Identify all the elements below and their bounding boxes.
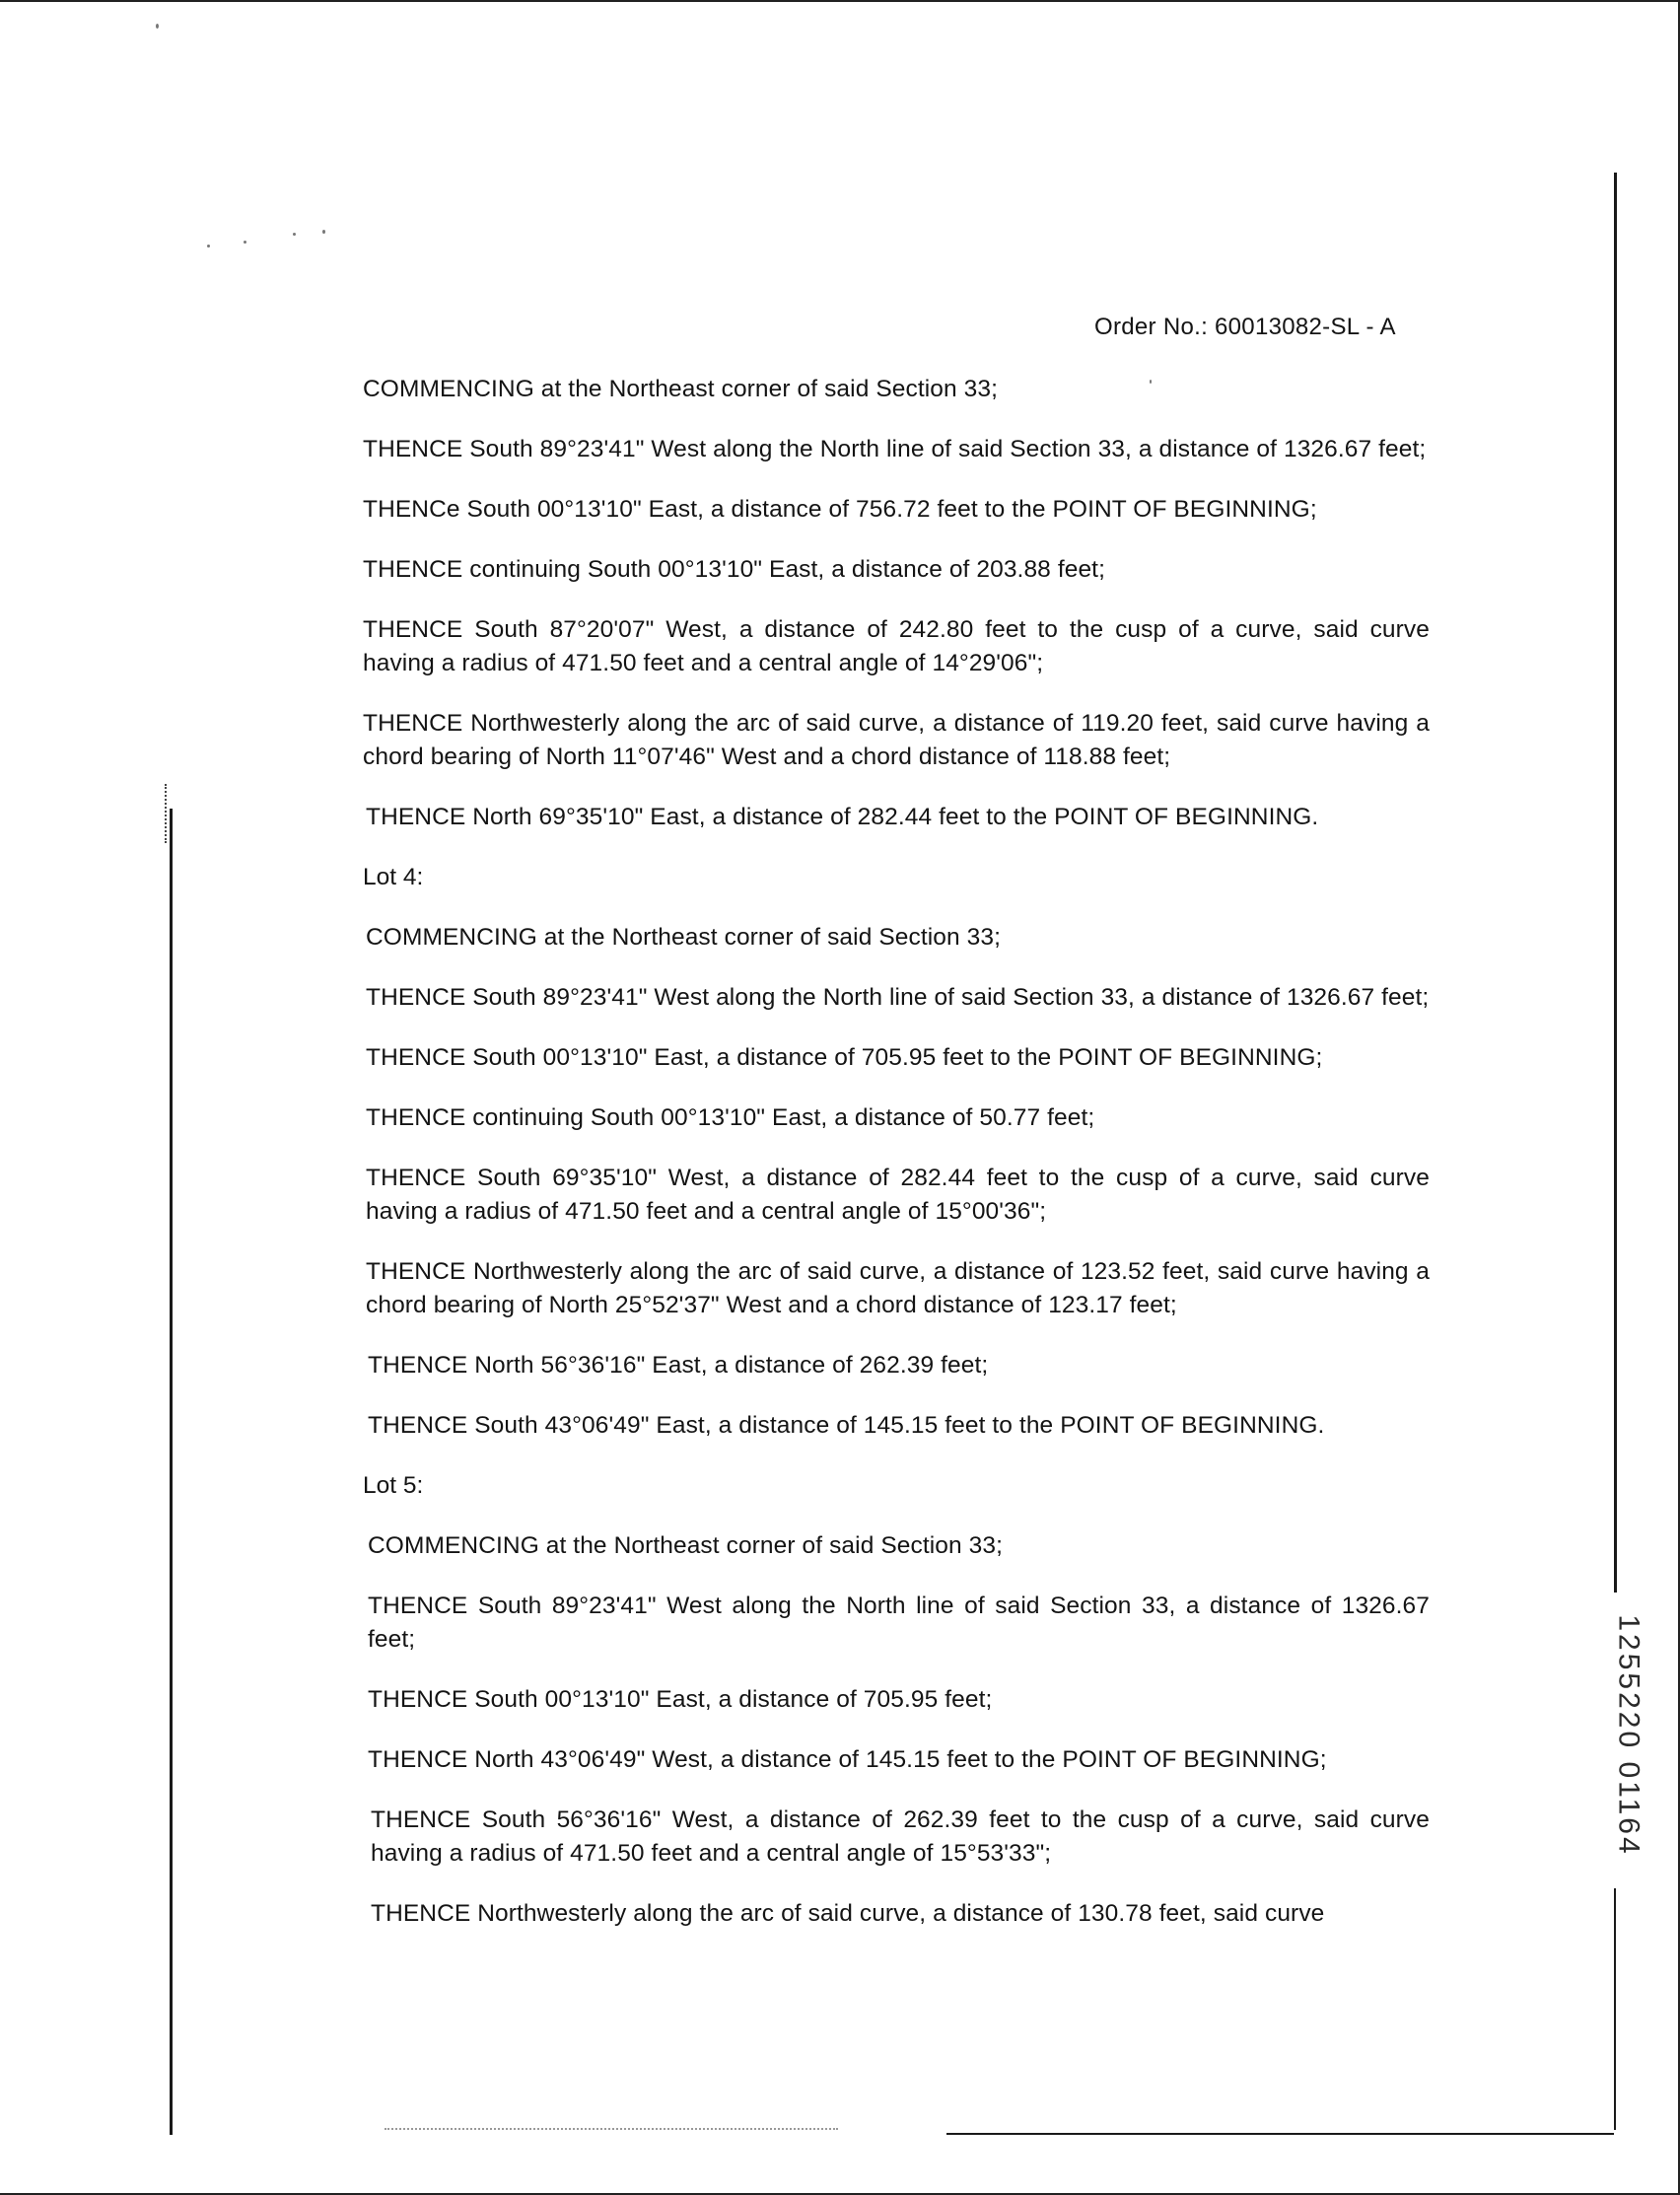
scan-speck [207,245,210,248]
right-margin-rule-lower [1614,1888,1616,2130]
paragraph: COMMENCING at the Northeast corner of said Section 33; [363,376,999,402]
bottom-margin-rule [946,2133,1614,2135]
margin-stamp [1609,1588,1648,1883]
paragraph: THENCE South 56°36'16" West, a distance of 262.39 feet to the cusp of a curve, said curve having a radius of 471.50 feet and a central angle of 15°53'33"; [371,1806,1430,1867]
paragraph: THENCE South 89°23'41" West along the North line of said Section 33, a distance of 1326.67 feet; [368,1593,1430,1653]
page-border-top [0,0,1680,2]
paragraph: THENCE North 43°06'49" West, a distance of 145.15 feet to the POINT OF BEGINNING; [368,1746,1327,1773]
bottom-scan-noise [385,2128,838,2132]
scan-speck [293,233,296,236]
left-margin-rule [170,809,173,2135]
paragraph: THENCE South 43°06'49" East, a distance of 145.15 feet to the POINT OF BEGINNING. [368,1412,1325,1439]
paragraph: THENCE continuing South 00°13'10" East, a distance of 203.88 feet; [363,556,1105,583]
paragraph: THENCE Northwesterly along the arc of said curve, a distance of 119.20 feet, said curve having a chord bearing of North 11°07'46" West and a chord distance of 118.88 feet; [363,710,1430,770]
left-margin-dash [165,784,169,843]
scan-speck [156,24,159,29]
order-number: Order No.: 60013082-SL - A [1094,314,1396,340]
lot-heading: Lot 5: [363,1472,424,1499]
scan-speck [322,230,325,234]
paragraph: THENCE North 56°36'16" East, a distance of 262.39 feet; [368,1352,989,1379]
paragraph: THENCE Northwesterly along the arc of said curve, a distance of 123.52 feet, said curve having a chord bearing of North 25°52'37" West and a chord distance of 123.17 feet; [366,1258,1430,1318]
right-margin-rule-upper [1614,173,1617,1593]
paragraph: THENCE continuing South 00°13'10" East, a distance of 50.77 feet; [366,1104,1095,1131]
paragraph: COMMENCING at the Northeast corner of said Section 33; [368,1532,1004,1559]
scan-speck [244,241,246,244]
paragraph: THENCE North 69°35'10" East, a distance of 282.44 feet to the POINT OF BEGINNING. [366,804,1319,830]
paragraph: THENCE South 89°23'41" West along the North line of said Section 33, a distance of 1326.67 feet; [363,436,1427,462]
paragraph: THENCE South 00°13'10" East, a distance of 705.95 feet; [368,1686,993,1713]
paragraph: THENCE South 69°35'10" West, a distance of 282.44 feet to the cusp of a curve, said curve having a radius of 471.50 feet and a central angle of 15°00'36"; [366,1165,1430,1225]
paragraph: COMMENCING at the Northeast corner of said Section 33; [366,924,1002,951]
paragraph: THENCE South 87°20'07" West, a distance of 242.80 feet to the cusp of a curve, said curve having a radius of 471.50 feet and a central angle of 14°29'06"; [363,616,1430,676]
paragraph: THENCE South 89°23'41" West along the North line of said Section 33, a distance of 1326.67 feet; [366,984,1430,1011]
lot-heading: Lot 4: [363,864,424,890]
paragraph: THENCE South 00°13'10" East, a distance of 705.95 feet to the POINT OF BEGINNING; [366,1044,1323,1071]
margin-stamp-text: 1255220 01164 [1613,1614,1646,1857]
legal-description [363,373,1430,1957]
paragraph: THENCe South 00°13'10" East, a distance of 756.72 feet to the POINT OF BEGINNING; [363,496,1317,523]
paragraph: THENCE Northwesterly along the arc of said curve, a distance of 130.78 feet, said curve [371,1900,1325,1927]
